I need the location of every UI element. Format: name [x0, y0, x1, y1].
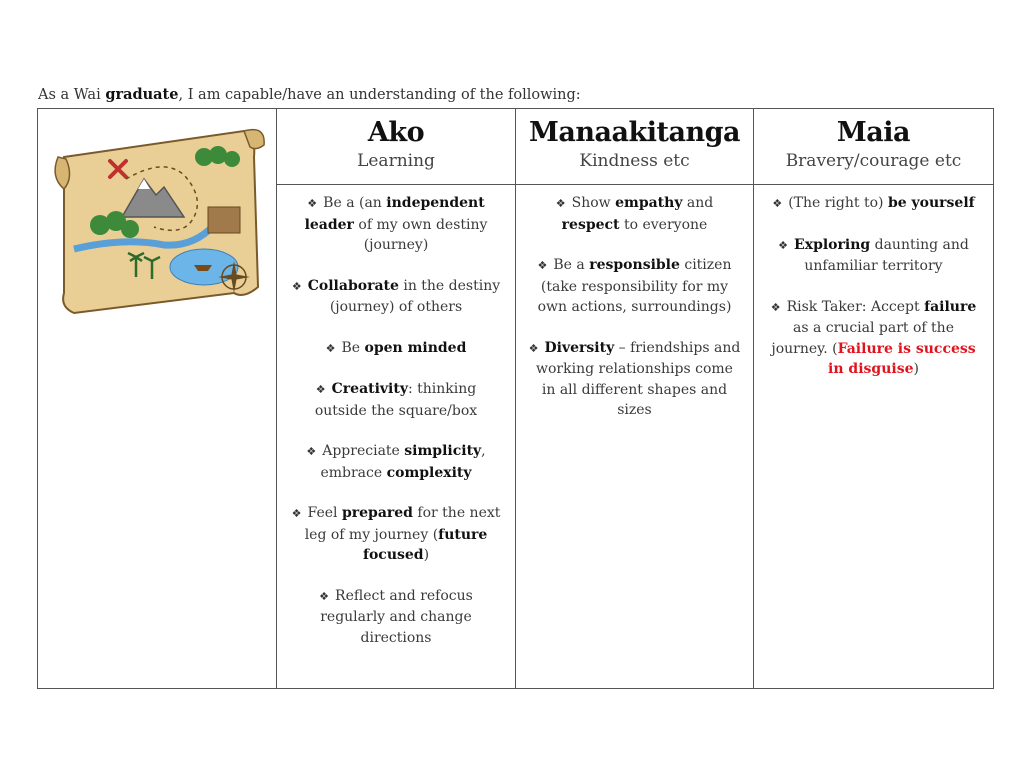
column-body-ako: [277, 185, 516, 688]
bold-text: prepared: [341, 505, 413, 521]
text: for the next leg of my journey (: [304, 505, 501, 543]
text: Be a (an: [323, 195, 387, 211]
highlight-text: Failure is success in disguise: [828, 340, 976, 377]
bold-text: leader: [304, 216, 354, 233]
bold-text: respect: [561, 216, 620, 233]
bold-text: Diversity: [544, 339, 615, 356]
diamond-bullet-icon: ❖: [537, 259, 548, 272]
bold-text: be yourself: [887, 195, 975, 211]
list-item: [766, 193, 981, 215]
list-item: [289, 193, 503, 256]
column-body-manaakitanga: [516, 185, 754, 688]
list-item: [528, 255, 741, 318]
text: Feel: [307, 505, 342, 521]
bold-text: Exploring: [794, 236, 871, 253]
treasure-map-cell: [38, 109, 277, 688]
text: Show: [571, 195, 616, 211]
text: daunting and unfamiliar territory: [804, 236, 969, 274]
column-header-ako: [277, 109, 516, 185]
list-item: [528, 338, 741, 421]
bold-text: Collaborate: [307, 277, 399, 294]
list-item: [766, 297, 981, 380]
column-subtitle: Bravery/courage etc: [785, 151, 962, 171]
text: Risk Taker: Accept: [786, 298, 925, 315]
intro-before: As a Wai: [38, 87, 106, 103]
column-title: Manaakitanga: [529, 117, 740, 148]
column-subtitle: Learning: [357, 151, 435, 171]
text: as a crucial part of the journey. (: [771, 320, 954, 357]
diamond-bullet-icon: ❖: [291, 507, 302, 520]
diamond-bullet-icon: ❖: [770, 300, 781, 314]
text: Reflect and refocus regularly and change directions: [320, 587, 473, 646]
text: Be a: [553, 257, 590, 273]
text: of my own destiny (journey): [353, 216, 488, 253]
text: , embrace: [320, 443, 486, 481]
column-header-manaakitanga: [516, 109, 754, 185]
text: Appreciate: [322, 443, 405, 459]
text: – friendships and working relationships come in all different shapes and sizes: [536, 339, 741, 418]
intro-after: , I am capable/have an understanding of the following:: [178, 87, 581, 103]
bold-text: open minded: [364, 339, 467, 356]
bold-text: responsible: [589, 257, 680, 273]
list-item: [289, 276, 503, 318]
bold-text: failure: [924, 298, 977, 315]
diamond-bullet-icon: ❖: [528, 341, 539, 355]
bold-text: Creativity: [331, 381, 408, 397]
text: and: [682, 195, 714, 211]
list-item: [289, 586, 503, 649]
column-title: Maia: [836, 117, 911, 148]
diamond-bullet-icon: ❖: [315, 383, 326, 396]
list-item: [289, 379, 503, 421]
diamond-bullet-icon: ❖: [555, 197, 566, 210]
column-subtitle: Kindness etc: [579, 151, 690, 171]
bold-text: empathy: [615, 195, 683, 211]
bold-text: complexity: [386, 464, 472, 481]
bullet-list: [277, 185, 515, 648]
intro-text: [38, 86, 581, 103]
bold-text: independent: [386, 195, 485, 211]
text: ): [913, 361, 919, 377]
bullet-list: [754, 185, 993, 380]
list-item: [289, 441, 503, 483]
values-table: [37, 108, 994, 689]
bold-text: simplicity: [404, 443, 482, 459]
text: : thinking outside the square/box: [314, 381, 478, 419]
diamond-bullet-icon: ❖: [306, 445, 317, 458]
diamond-bullet-icon: ❖: [772, 197, 783, 210]
diamond-bullet-icon: ❖: [319, 589, 330, 603]
diamond-bullet-icon: ❖: [325, 341, 336, 355]
text: (The right to): [788, 195, 888, 211]
column-body-maia: [754, 185, 993, 688]
diamond-bullet-icon: ❖: [778, 238, 789, 252]
text: Be: [341, 339, 365, 356]
intro-bold: graduate: [105, 86, 179, 103]
text: ): [423, 547, 430, 563]
column-header-maia: [754, 109, 993, 185]
bold-text: future focused: [362, 526, 488, 563]
column-title: Ako: [367, 117, 425, 148]
text: in the destiny (journey) of others: [329, 277, 501, 315]
text: citizen (take responsibility for my own actions, surroundings): [537, 257, 732, 315]
treasure-map-icon: [44, 117, 269, 317]
list-item: [528, 193, 741, 235]
text: to everyone: [619, 216, 708, 233]
diamond-bullet-icon: ❖: [291, 279, 302, 293]
list-item: [289, 503, 503, 566]
bullet-list: [516, 185, 753, 421]
diamond-bullet-icon: ❖: [307, 197, 318, 210]
list-item: [289, 338, 503, 360]
list-item: [766, 235, 981, 277]
